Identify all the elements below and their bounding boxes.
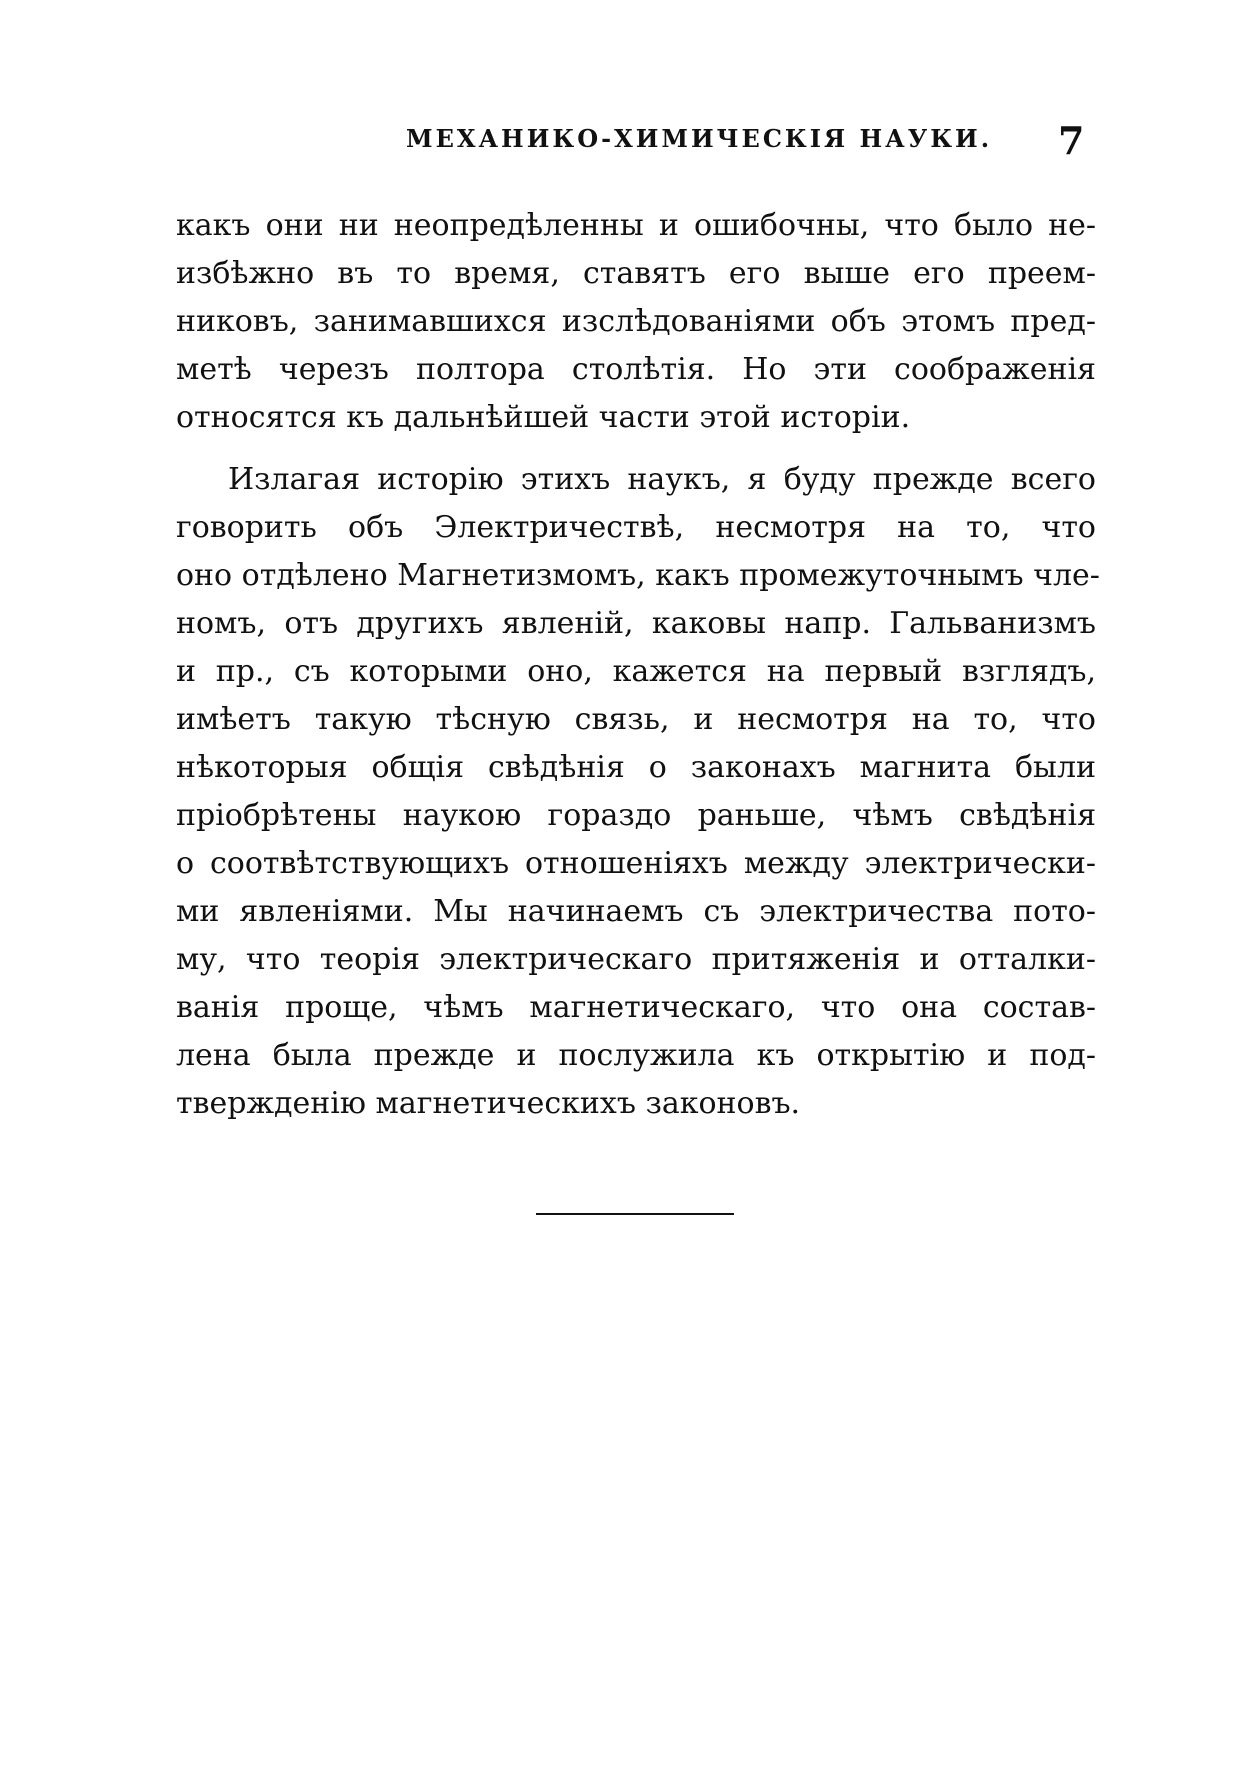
text-line: имѣетъ такую тѣсную связь, и несмотря на то, что bbox=[176, 702, 1096, 737]
text-line: номъ, отъ другихъ явленій, каковы напр. Гальванизмъ bbox=[176, 606, 1096, 641]
text-line: Излагая исторію этихъ наукъ, я буду прежде всего bbox=[228, 462, 1096, 497]
text-line: какъ они ни неопредѣленны и ошибочны, что было не- bbox=[176, 208, 1096, 243]
text-line: относятся къ дальнѣйшей части этой исторіи. bbox=[176, 400, 911, 435]
text-line: ванія проще, чѣмъ магнетическаго, что она состав- bbox=[176, 990, 1096, 1025]
text-line: нѣкоторыя общія свѣдѣнія о законахъ магнита были bbox=[176, 750, 1096, 785]
text-line: говорить объ Электричествѣ, несмотря на то, что bbox=[176, 510, 1096, 545]
body-text bbox=[176, 202, 1100, 1128]
page-number: 7 bbox=[1058, 118, 1085, 163]
text-line: избѣжно въ то время, ставятъ его выше его преем- bbox=[176, 256, 1096, 291]
text-line: оно отдѣлено Магнетизмомъ, какъ промежуточнымъ чле- bbox=[176, 558, 1100, 593]
text-line: и пр., съ которыми оно, кажется на первый взглядъ, bbox=[176, 654, 1096, 689]
text-line: пріобрѣтены наукою гораздо раньше, чѣмъ свѣдѣнія bbox=[176, 798, 1096, 833]
text-line: о соотвѣтствующихъ отношеніяхъ между электрически- bbox=[176, 846, 1096, 881]
paragraph-spacer bbox=[176, 442, 1096, 456]
running-head: МЕХАНИКО-ХИМИЧЕСКІЯ НАУКИ. bbox=[406, 124, 993, 153]
text-line: лена была прежде и послужила къ открытію и под- bbox=[176, 1038, 1096, 1073]
text-line: метѣ черезъ полтора столѣтія. Но эти соображенія bbox=[176, 352, 1096, 387]
text-line: никовъ, занимавшихся изслѣдованіями объ этомъ пред- bbox=[176, 304, 1096, 339]
text-line: ми явленіями. Мы начинаемъ съ электричества пото- bbox=[176, 894, 1096, 929]
text-line: му, что теорія электрическаго притяженія и отталки- bbox=[176, 942, 1096, 977]
section-end-rule bbox=[536, 1213, 734, 1215]
text-line: твержденію магнетическихъ законовъ. bbox=[176, 1086, 801, 1121]
